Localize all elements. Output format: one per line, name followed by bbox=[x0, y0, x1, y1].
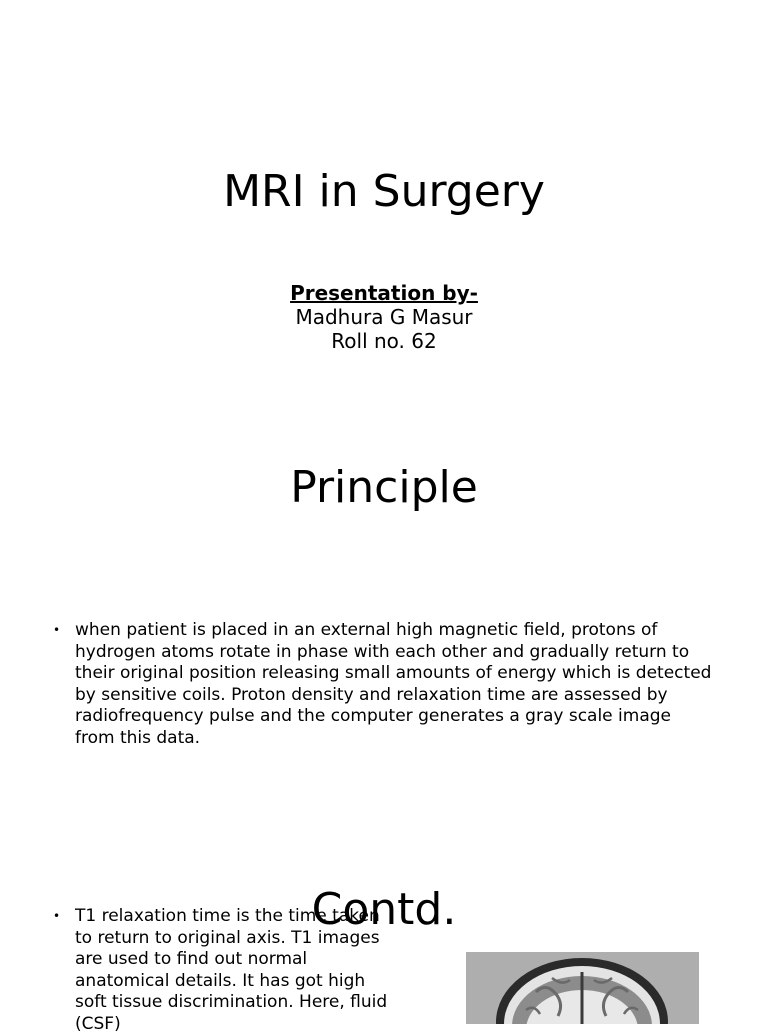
roll-number: Roll no. 62 bbox=[331, 329, 437, 353]
bullet-icon: • bbox=[53, 909, 61, 923]
slide-title-mri-in-surgery: MRI in Surgery bbox=[223, 166, 545, 217]
author-name: Madhura G Masur bbox=[295, 305, 473, 329]
presenter-block bbox=[0, 281, 768, 353]
contd-bullet-text: T1 relaxation time is the time taken to return to original axis. T1 images are used to find out normal anatomical details. It has got high soft tissue discrimination. Here, fluid (CSF) bbox=[75, 906, 388, 1034]
bullet-icon: • bbox=[53, 623, 61, 637]
slide-title-principle: Principle bbox=[290, 462, 478, 513]
principle-bullet bbox=[53, 620, 718, 749]
mri-brain-scan-image bbox=[466, 952, 699, 1024]
principle-bullet-text: when patient is placed in an external high magnetic field, protons of hydrogen atoms rotate in phase with each other and gradually return to their original position releasing small amounts of energy which is detected by sensitive coils. Proton density and relaxation time are assessed by radiofrequency pulse and the computer generates a gray scale image from this data. bbox=[75, 620, 712, 748]
slide-title-contd: Contd. bbox=[311, 884, 457, 935]
mri-brain-scan-graphic bbox=[466, 952, 699, 1024]
presented-by-label: Presentation by- bbox=[290, 281, 478, 305]
contd-bullet bbox=[53, 906, 393, 1035]
